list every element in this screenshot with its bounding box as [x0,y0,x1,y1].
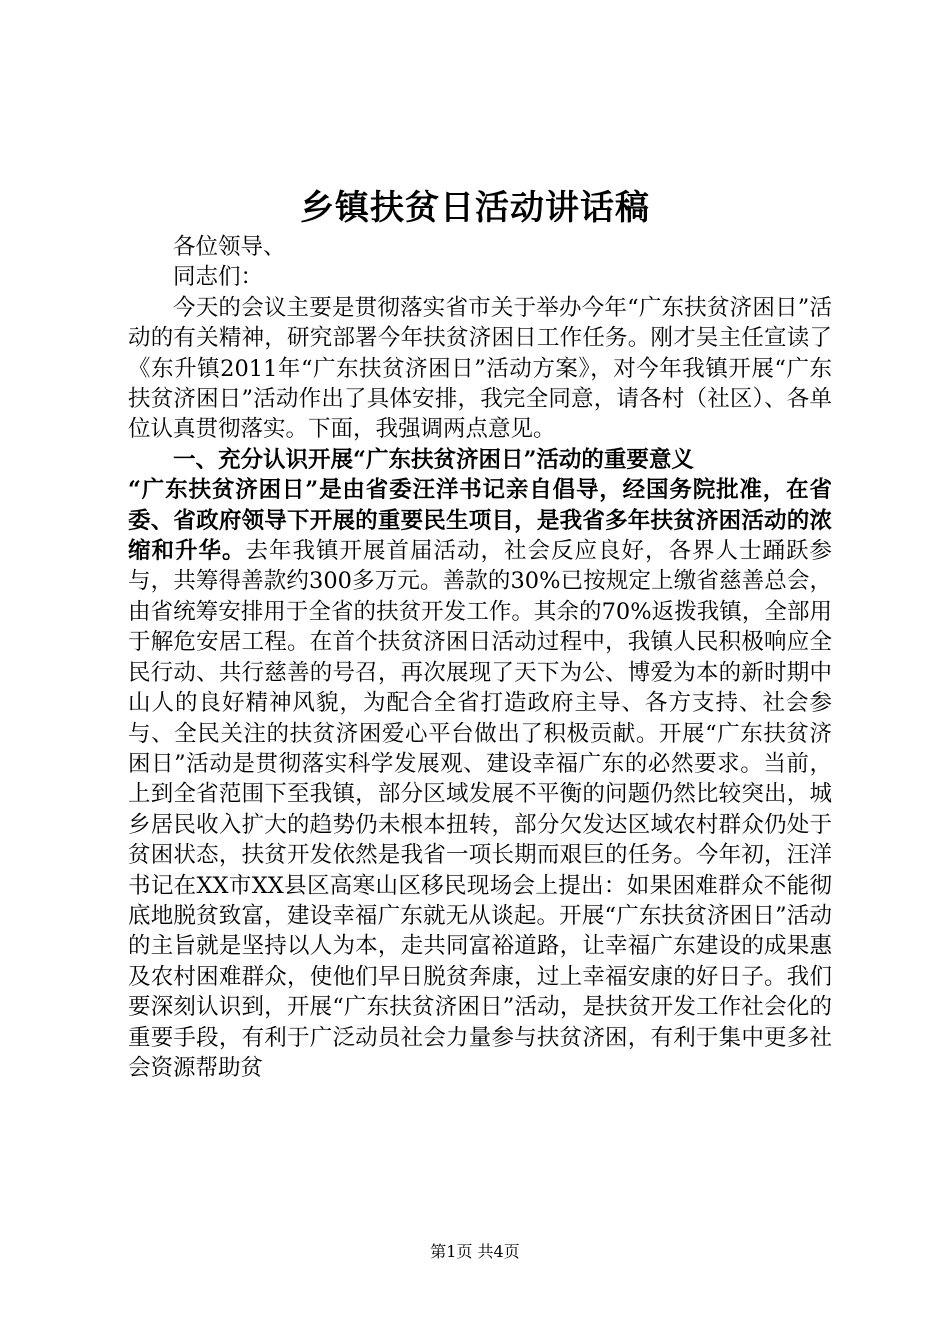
section1-body-text: 去年我镇开展首届活动，社会反应良好，各界人士踊跃参与，共筹得善款约300多万元。善款的30%已按规定上缴省慈善总会，由省统筹安排用于全省的扶贫开发工作。其余的70%返拨我镇，全部用于解危安居工程。在首个扶贫济困日活动过程中，我镇人民积极响应全民行动、共行慈善的号召，再次展现了天下为公、博爱为本的新时期中山人的良好精神风貌，为配合全省打造政府主导、各方支持、社会参与、全民关注的扶贫济困爱心平台做出了积极贡献。开展“广东扶贫济困日”活动是贯彻落实科学发展观、建设幸福广东的必然要求。当前，上到全省范围下至我镇，部分区域发展不平衡的问题仍然比较突出，城乡居民收入扩大的趋势仍未根本扭转，部分欠发达区域农村群众仍处于贫困状态，扶贫开发依然是我省一项长期而艰巨的任务。今年初，汪洋书记在XX市XX县区高寒山区移民现场会上提出：如果困难群众不能彻底地脱贫致富，建设幸福广东就无从谈起。开展“广东扶贫济困日”活动的主旨就是坚持以人为本，走共同富裕道路，让幸福广东建设的成果惠及农村困难群众，使他们早日脱贫奔康，过上幸福安康的好日子。我们要深刻认识到，开展“广东扶贫济困日”活动，是扶贫开发工作社会化的重要手段，有利于广泛动员社会力量参与扶贫济困，有利于集中更多社会资源帮助贫 [128,538,832,1081]
section1-paragraph [128,475,832,1083]
page-number-footer: 第1页 共4页 [430,1242,520,1261]
salutation-leaders: 各位领导、 [173,234,286,260]
salutation-comrades: 同志们： [173,264,264,291]
intro-paragraph: 今天的会议主要是贯彻落实省市关于举办今年“广东扶贫济困日”活动的有关精神，研究部署今年扶贫济困日工作任务。刚才吴主任宣读了《东升镇2011年“广东扶贫济困日”活动方案》，对今年我镇开展“广东扶贫济困日”活动作出了具体安排，我完全同意，请各村（社区）、各单位认真贯彻落实。下面，我强调两点意见。 [128,294,832,443]
section1-heading: 一、充分认识开展“广东扶贫济困日”活动的重要意义 [173,446,694,473]
document-title: 乡镇扶贫日活动讲话稿 [300,188,650,228]
document-body [128,232,832,1083]
section1-bold-lead: “广东扶贫济困日”是由省委汪洋书记亲自倡导，经国务院批准，在省委、省政府领导下开展的重要民生项目，是我省多年扶贫济困活动的浓缩和升华。 [128,477,832,565]
